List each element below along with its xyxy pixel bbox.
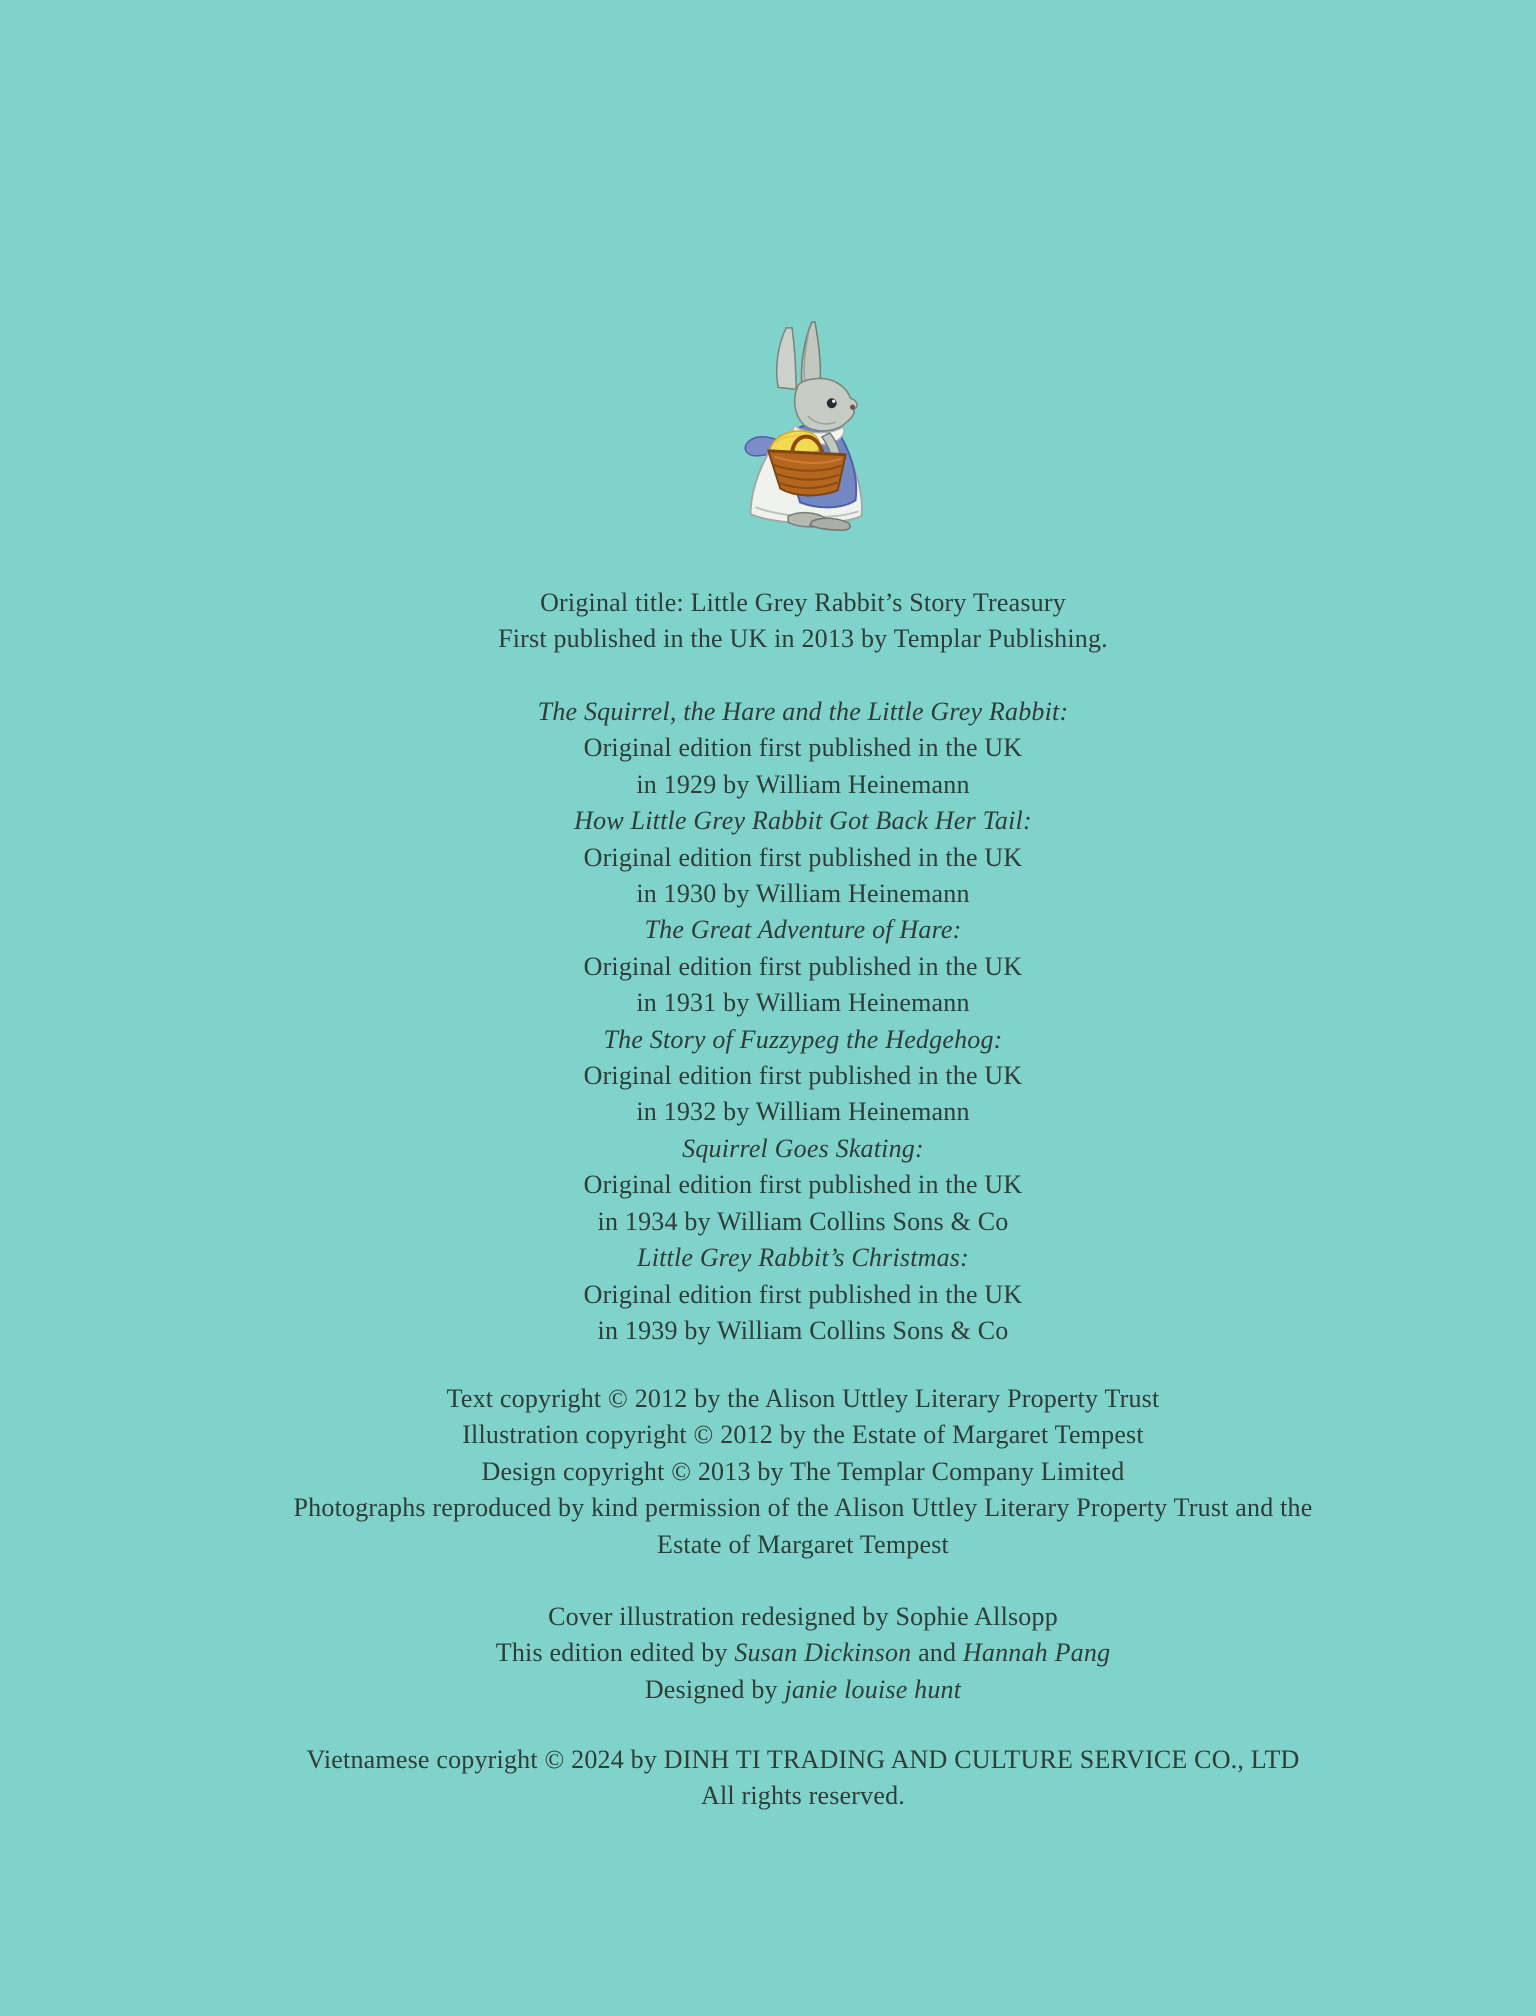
copyright-block bbox=[70, 1381, 1536, 1563]
edition-year-publisher-line: in 1931 by William Heinemann bbox=[636, 988, 970, 1018]
edition-published-line: Original edition first published in the UK bbox=[583, 1170, 1023, 1200]
edition-published-line: Original edition first published in the UK bbox=[583, 1279, 1023, 1309]
edition-published-line: Original edition first published in the UK bbox=[583, 733, 1023, 763]
photographs-permission-line: Photographs reproduced by kind permission of the Alison Uttley Literary Property Trust and the bbox=[293, 1493, 1313, 1523]
edition-notice-block bbox=[70, 585, 1536, 658]
edition-title: The Squirrel, the Hare and the Little Grey Rabbit: bbox=[537, 697, 1069, 726]
first-published-line: First published in the UK in 2013 by Templar Publishing. bbox=[498, 624, 1108, 654]
edition-year-publisher-line: in 1932 by William Heinemann bbox=[636, 1097, 970, 1127]
edition-year-publisher-line: in 1929 by William Heinemann bbox=[636, 769, 970, 799]
original-title-line: Original title: Little Grey Rabbit’s Story Treasury bbox=[540, 588, 1066, 617]
edition-title: The Great Adventure of Hare: bbox=[644, 915, 962, 945]
edition-title: Squirrel Goes Skating: bbox=[682, 1133, 924, 1163]
edition-year-publisher-line: in 1930 by William Heinemann bbox=[636, 879, 970, 909]
edition-published-line: Original edition first published in the UK bbox=[583, 842, 1023, 872]
designed-by-line bbox=[70, 1672, 1536, 1708]
design-copyright-line: Design copyright © 2013 by The Templar Company Limited bbox=[481, 1456, 1125, 1486]
editor-name: Hannah Pang bbox=[962, 1638, 1111, 1668]
edition-published-line: Original edition first published in the UK bbox=[583, 1061, 1023, 1091]
credits-block bbox=[70, 1599, 1536, 1708]
edition-title: Little Grey Rabbit’s Christmas: bbox=[637, 1243, 969, 1273]
edited-conjunction: and bbox=[918, 1638, 957, 1668]
cover-illustration-credit-line: Cover illustration redesigned by Sophie Allsopp bbox=[548, 1602, 1058, 1631]
designer-name: janie louise hunt bbox=[784, 1674, 962, 1704]
edited-by-line bbox=[70, 1635, 1536, 1671]
illustration-copyright-line: Illustration copyright © 2012 by the Estate of Margaret Tempest bbox=[462, 1420, 1144, 1450]
rabbit-with-basket-icon bbox=[704, 320, 904, 538]
edition-year-publisher-line: in 1934 by William Collins Sons & Co bbox=[597, 1206, 1009, 1236]
all-rights-reserved-line: All rights reserved. bbox=[700, 1781, 905, 1811]
edition-published-line: Original edition first published in the UK bbox=[583, 951, 1023, 981]
little-grey-rabbit-illustration bbox=[704, 320, 904, 538]
edition-title: The Story of Fuzzypeg the Hedgehog: bbox=[603, 1024, 1003, 1054]
editor-name: Susan Dickinson bbox=[734, 1638, 912, 1668]
photographs-permission-line-2: Estate of Margaret Tempest bbox=[657, 1529, 949, 1559]
edition-year-publisher-line: in 1939 by William Collins Sons & Co bbox=[597, 1315, 1009, 1345]
vietnamese-copyright-line: Vietnamese copyright © 2024 by DINH TI TRADING AND CULTURE SERVICE CO., LTD bbox=[306, 1745, 1300, 1774]
edited-prefix: This edition edited by bbox=[495, 1638, 728, 1668]
designed-prefix: Designed by bbox=[644, 1674, 778, 1704]
edition-title: How Little Grey Rabbit Got Back Her Tail: bbox=[574, 806, 1032, 836]
vietnamese-copyright-block bbox=[70, 1742, 1536, 1815]
original-editions-block bbox=[70, 694, 1536, 1349]
text-copyright-line: Text copyright © 2012 by the Alison Uttley Literary Property Trust bbox=[446, 1384, 1160, 1413]
